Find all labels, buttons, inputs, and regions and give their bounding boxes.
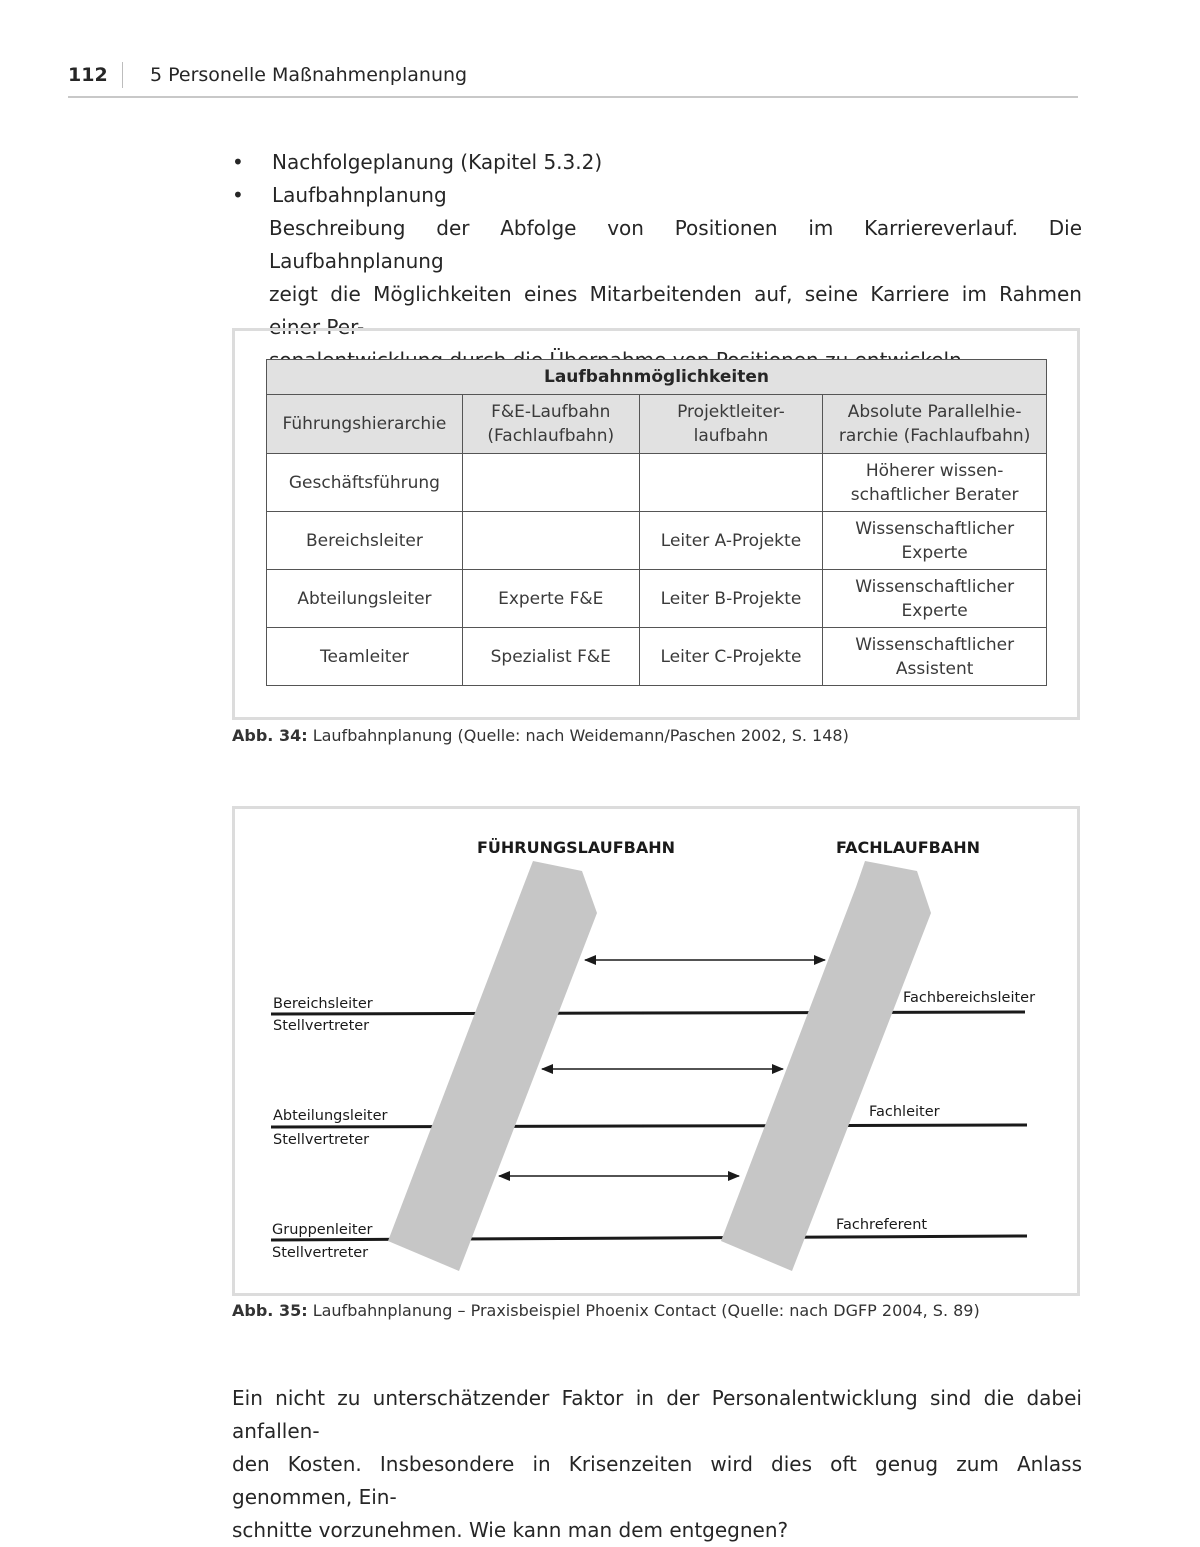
cell-text: Bereichsleiter: [305, 530, 423, 551]
level-sublabel-left: Stellvertreter: [272, 1245, 369, 1261]
level-label-right: Fachbereichsleiter: [903, 990, 1036, 1006]
table-cell: [462, 628, 639, 686]
level-sublabel-left: Stellvertreter: [273, 1132, 370, 1148]
level-label-left: Bereichsleiter: [273, 996, 373, 1012]
cell-text: Geschäftsführung: [288, 472, 440, 493]
cell-text: Höherer wissen-: [865, 460, 1004, 481]
cell-text: Abteilungsleiter: [297, 588, 432, 609]
level-line-3: [271, 1236, 1027, 1240]
bullet-text: Nachfolgeplanung (Kapitel 5.3.2): [272, 150, 603, 174]
cell-text: Leiter A-Projekte: [660, 530, 802, 551]
table-cell: [462, 454, 639, 512]
cell-text: laufbahn: [693, 426, 769, 446]
table-cell: [267, 512, 463, 570]
table-cell: [639, 570, 823, 628]
table-cell: [823, 570, 1047, 628]
cell-text: Spezialist F&E: [490, 646, 611, 667]
table-row: [267, 512, 1047, 570]
cell-text: Teamleiter: [319, 646, 409, 667]
caption-label: Abb. 34:: [232, 726, 308, 745]
cell-text: Projektleiter-: [677, 402, 785, 422]
figure-34-caption: [232, 726, 849, 745]
table-title: Laufbahnmöglichkeiten: [267, 360, 1047, 395]
level-label-left: Gruppenleiter: [272, 1222, 373, 1238]
figure-34-frame: [232, 328, 1080, 720]
cell-text: Leiter C-Projekte: [660, 646, 802, 667]
level-label-right: Fachleiter: [869, 1104, 940, 1120]
specialist-career-title: FACHLAUFBAHN: [836, 838, 980, 857]
table-cell: [639, 628, 823, 686]
table-row: [267, 628, 1047, 686]
figure-35-frame: [232, 806, 1080, 1296]
table-row: [267, 570, 1047, 628]
page-header: [68, 62, 1078, 98]
table-cell: [639, 512, 823, 570]
cell-text: schaftlicher Berater: [850, 484, 1019, 505]
figure-35-caption: [232, 1301, 980, 1320]
cell-text: Assistent: [895, 658, 974, 679]
cell-text: Leiter B-Projekte: [660, 588, 802, 609]
column-header: [823, 395, 1047, 454]
text-line: zeigt die Möglichkeiten eines Mitarbeitenden auf, seine Karriere im Rahmen einer Per-: [269, 282, 1082, 339]
text-line: Beschreibung der Abfolge von Positionen im Karriereverlauf. Die Laufbahnplanung: [269, 216, 1082, 273]
text-line: den Kosten. Insbesondere in Krisenzeiten wird dies oft genug zum Anlass genommen, Ein-: [232, 1452, 1082, 1509]
table-cell: [639, 454, 823, 512]
management-career-title: FÜHRUNGSLAUFBAHN: [476, 838, 676, 857]
level-sublabel-left: Stellvertreter: [273, 1018, 370, 1034]
bullet-dot: •: [232, 183, 244, 207]
page-number: 112: [68, 64, 108, 86]
chapter-title: 5 Personelle Maßnahmenplanung: [150, 64, 468, 86]
level-line-1: [271, 1012, 1025, 1014]
caption-text: Laufbahnplanung (Quelle: nach Weidemann/Paschen 2002, S. 148): [307, 726, 849, 745]
level-label-right: Fachreferent: [836, 1217, 928, 1233]
cell-text: F&E-Laufbahn: [491, 402, 611, 422]
table-cell: [462, 512, 639, 570]
cell-text: Wissenschaftlicher: [855, 576, 1015, 597]
cell-text: Experte: [901, 542, 968, 563]
table-header-row: [267, 395, 1047, 454]
table-cell: [823, 512, 1047, 570]
text-line: schnitte vorzunehmen. Wie kann man dem entgegnen?: [232, 1518, 789, 1542]
table-cell: [267, 628, 463, 686]
career-path-diagram: [235, 809, 1077, 1293]
text-line: Ein nicht zu unterschätzender Faktor in der Personalentwicklung sind die dabei anfallen-: [232, 1386, 1082, 1443]
table-row: [267, 454, 1047, 512]
bullet-item: [232, 179, 1082, 212]
cell-text: Wissenschaftlicher: [855, 634, 1015, 655]
career-options-table: [266, 359, 1047, 686]
table-cell: [267, 570, 463, 628]
caption-text: Laufbahnplanung – Praxisbeispiel Phoenix Contact (Quelle: nach DGFP 2004, S. 89): [307, 1301, 980, 1320]
column-header: [267, 395, 463, 454]
cell-text: rarchie (Fachlaufbahn): [838, 426, 1031, 446]
level-label-left: Abteilungsleiter: [273, 1108, 388, 1124]
table-cell: [462, 570, 639, 628]
bullet-text: Laufbahnplanung: [272, 183, 447, 207]
cell-text: Experte: [901, 600, 968, 621]
bullet-dot: •: [232, 150, 244, 174]
body-paragraph: [232, 1382, 1082, 1547]
table-cell: [267, 454, 463, 512]
level-line-2: [271, 1125, 1027, 1127]
cell-text: Führungshierarchie: [282, 414, 447, 434]
management-career-bar: [388, 861, 597, 1271]
column-header: [639, 395, 823, 454]
table-cell: [823, 454, 1047, 512]
column-header: [462, 395, 639, 454]
cell-text: Experte F&E: [498, 588, 604, 609]
specialist-career-bar: [721, 861, 931, 1271]
cell-text: Absolute Parallelhie-: [847, 402, 1022, 422]
caption-label: Abb. 35:: [232, 1301, 308, 1320]
bullet-item: [232, 146, 1082, 179]
cell-text: Wissenschaftlicher: [855, 518, 1015, 539]
table-cell: [823, 628, 1047, 686]
header-separator: [122, 62, 123, 88]
cell-text: (Fachlaufbahn): [487, 426, 615, 446]
